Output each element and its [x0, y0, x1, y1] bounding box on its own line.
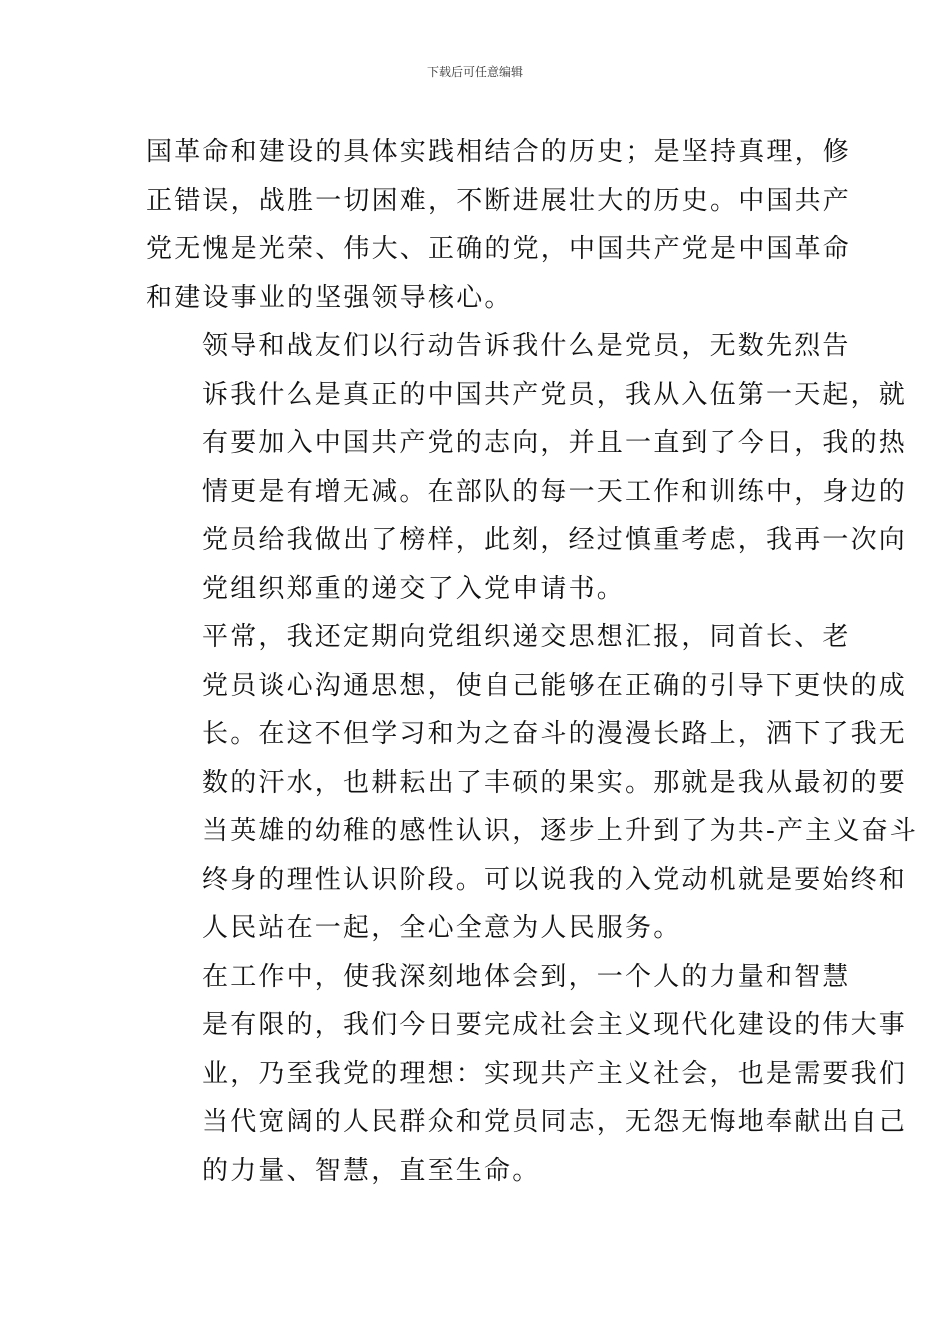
text-line: 诉我什么是真正的中国共产党员，我从入伍第一天起，就	[202, 379, 908, 410]
text-line: 平常，我还定期向党组织递交思想汇报，同首长、老	[202, 622, 851, 652]
text-line: 当代宽阔的人民群众和党员同志，无怨无悔地奉献出自己	[202, 1107, 908, 1137]
paragraph-3	[146, 613, 918, 953]
text-line: 长。在这不但学习和为之奋斗的漫漫长路上，洒下了我无	[202, 719, 908, 749]
text-line: 国革命和建设的具体实践相结合的历史；是坚持真理，修	[146, 137, 852, 167]
text-line: 是有限的，我们今日要完成社会主义现代化建设的伟大事	[202, 1010, 908, 1040]
paragraph-2	[146, 322, 908, 613]
text-line: 当英雄的幼稚的感性认识，逐步上升到了为共-产主义奋斗	[202, 816, 918, 846]
text-line: 业，乃至我党的理想：实现共产主义社会，也是需要我们	[202, 1058, 908, 1089]
text-line: 的力量、智慧，直至生命。	[202, 1155, 541, 1186]
text-line: 数的汗水，也耕耘出了丰硕的果实。那就是我从最初的要	[202, 767, 908, 798]
document-body	[146, 128, 918, 1195]
paragraph-1	[146, 128, 852, 322]
text-line: 有要加入中国共产党的志向，并且一直到了今日，我的热	[202, 428, 908, 458]
text-line: 人民站在一起，全心全意为人民服务。	[202, 913, 682, 943]
text-line: 领导和战友们以行动告诉我什么是党员，无数先烈告	[202, 331, 851, 361]
text-line: 正错误，战胜一切困难，不断进展壮大的历史。中国共产	[146, 185, 852, 216]
text-line: 情更是有增无减。在部队的每一天工作和训练中，身边的	[202, 476, 908, 507]
text-line: 党员谈心沟通思想，使自己能够在正确的引导下更快的成	[202, 670, 908, 701]
text-line: 党员给我做出了榜样，此刻，经过慎重考虑，我再一次向	[202, 525, 908, 555]
text-line: 和建设事业的坚强领导核心。	[146, 282, 513, 313]
paragraph-4	[146, 953, 908, 1196]
text-line: 党组织郑重的递交了入党申请书。	[202, 573, 626, 604]
text-line: 党无愧是光荣、伟大、正确的党，中国共产党是中国革命	[146, 234, 852, 264]
page-header-note: 下载后可任意编辑	[426, 65, 523, 79]
text-line: 终身的理性认识阶段。可以说我的入党动机就是要始终和	[202, 864, 908, 895]
text-line: 在工作中，使我深刻地体会到，一个人的力量和智慧	[202, 961, 851, 992]
